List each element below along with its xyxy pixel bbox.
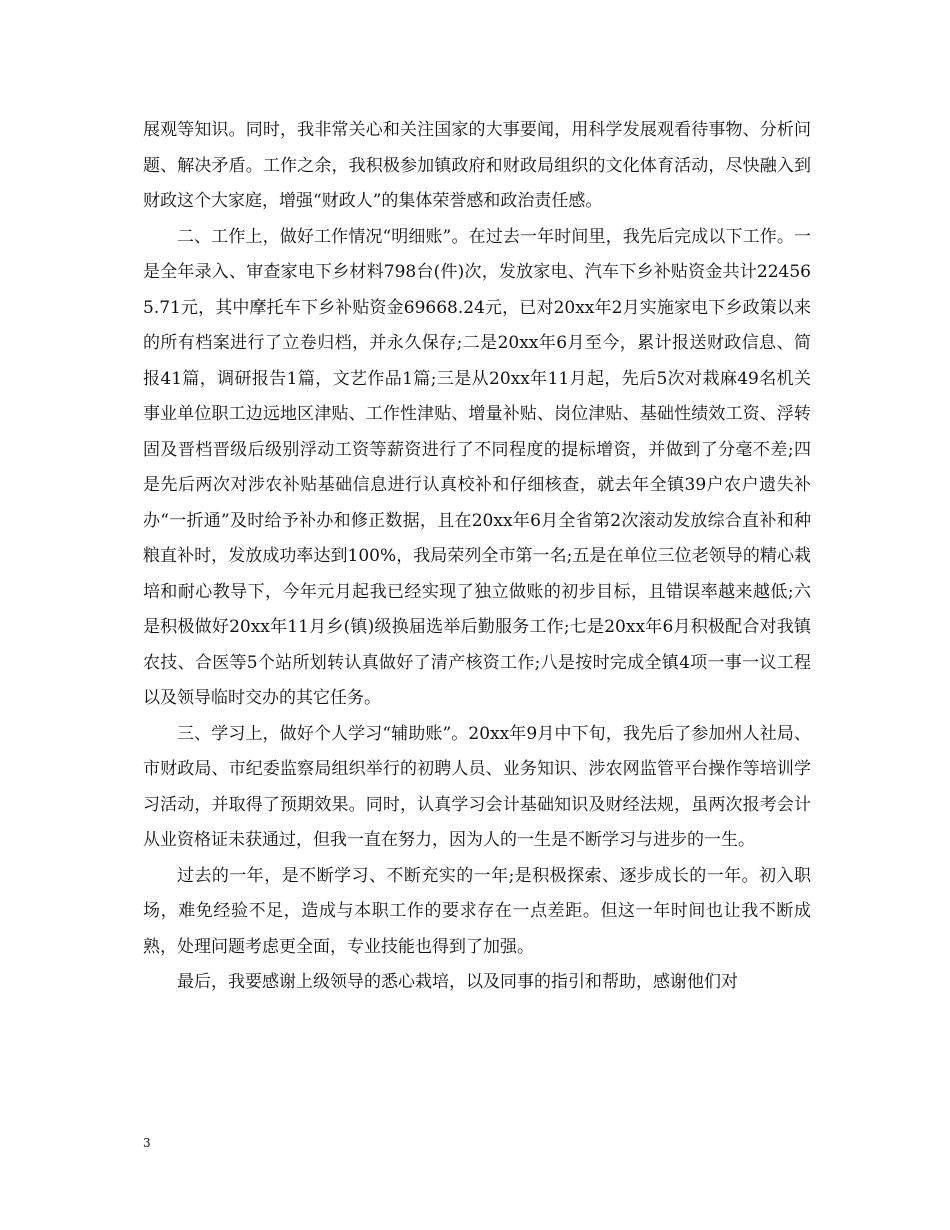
page-number: 3 [143,1136,151,1150]
paragraph-year-review: 过去的一年，是不断学习、不断充实的一年;是积极探索、逐步成长的一年。初入职场，难免经验不足，造成与本职工作的要求存在一点差距。但这一年时间也让我不断成熟，处理问题考虑更全面，专业技能也得到了加强。 [143,865,811,957]
paragraph-thanks: 最后，我要感谢上级领导的悉心栽培，以及同事的指引和帮助，感谢他们对 [177,972,738,992]
document-body [143,113,811,1001]
paragraph-study-details: 三、学习上，做好个人学习“辅助账”。20xx年9月中下旬，我先后了参加州人社局、市财政局、市纪委监察局组织举行的初聘人员、业务知识、涉农网监管平台操作等培训学习活动，并取得了预期效果。同时，认真学习会计基础知识及财经法规，虽两次报考会计从业资格证未获通过，但我一直在努力，因为人的一生是不断学习与进步的一生。 [143,723,811,850]
paragraph-continued-study: 展观等知识。同时，我非常关心和关注国家的大事要闻，用科学发展观看待事物、分析问题、解决矛盾。工作之余，我积极参加镇政府和财政局组织的文化体育活动，尽快融入到财政这个大家庭，增强“财政人”的集体荣誉感和政治责任感。 [143,120,811,211]
paragraph-work-details: 二、工作上，做好工作情况“明细账”。在过去一年时间里，我先后完成以下工作。一是全年录入、审查家电下乡材料798台(件)次，发放家电、汽车下乡补贴资金共计224565.71元，其中摩托车下乡补贴资金69668.24元，已对20xx年2月实施家电下乡政策以来的所有档案进行了立卷归档，并永久保存;二是20xx年6月至今，累计报送财政信息、简报41篇，调研报告1篇，文艺作品1篇;三是从20xx年11月起，先后5次对栽麻49名机关事业单位职工边远地区津贴、工作性津贴、增量补贴、岗位津贴、基础性绩效工资、浮转固及晋档晋级后级别浮动工资等薪资进行了不同程度的提标增资，并做到了分毫不差;四是先后两次对涉农补贴基础信息进行认真校补和仔细核查，就去年全镇39户农户遗失补办“一折通”及时给予补办和修正数据，且在20xx年6月全省第2次滚动发放综合直补和种粮直补时，发放成功率达到100%，我局荣列全市第一名;五是在单位三位老领导的精心栽培和耐心教导下，今年元月起我已经实现了独立做账的初步目标，且错误率越来越低;六是积极做好20xx年11月乡(镇)级换届选举后勤服务工作;七是20xx年6月积极配合对我镇农技、合医等5个站所划转认真做好了清产核资工作;八是按时完成全镇4项一事一议工程以及领导临时交办的其它任务。 [143,226,811,708]
